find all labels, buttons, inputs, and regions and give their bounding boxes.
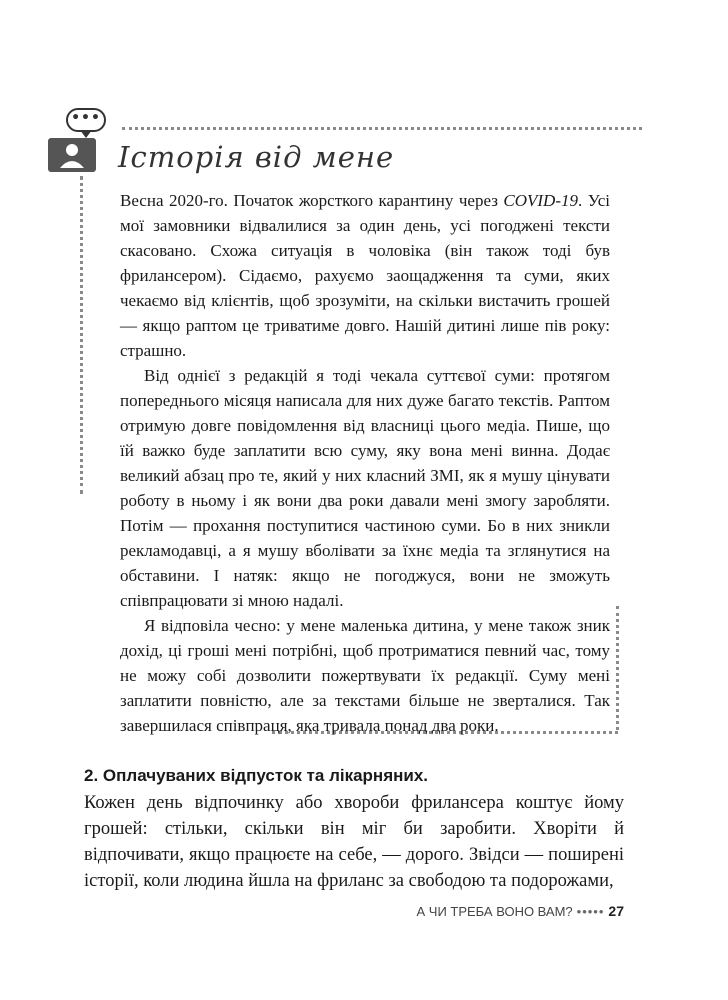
section-body: Кожен день відпочинку або хвороби фрилансера коштує йому грошей: стільки, скільки він міг би заробити. Хворіти й відпочивати, якщо працюєте на себе, — дорого. Звідси — поширені історії, коли людина йшла на фриланс за свободою та подорожами, [84, 793, 624, 891]
dotted-frame-left [80, 176, 83, 494]
story-paragraph-3: Я відповіла чесно: у мене маленька дитина, у мене також зник дохід, ці гроші мені потрібні, щоб протриматися певний час, тому не можу собі дозволити пожертвувати їх редакції. Суму мені заплатити повністю, але за текстами більше не зверталися. Так завершилася співпраця, яка тривала понад два роки. [120, 616, 610, 735]
story-paragraph-2: Від однієї з редакцій я тоді чекала суттєвої суми: протягом попереднього місяця написала для них дуже багато текстів. Раптом отримую довге повідомлення від власниці цього медіа. Пише, що їй важко буде заплатити всю суму, яку вона мені винна. Додає великий абзац про те, який у них класний ЗМІ, як я мушу цінувати роботу в ньому і як вони два роки давали мені змогу заробляти. Потім — прохання поступитися частиною суми. Бо в них зникли рекламодавці, а я мушу вболівати за їхнє медіа та зглянутися на обставини. І натяк: якщо не погоджуся, вони не зможуть співпрацювати зі мною надалі. [120, 366, 610, 610]
dotted-frame-top [122, 127, 642, 130]
page-number: 27 [608, 903, 624, 919]
dotted-frame-right [616, 606, 619, 730]
running-title: А ЧИ ТРЕБА ВОНО ВАМ? [416, 904, 573, 919]
footer-separator: ••••• [576, 904, 605, 919]
section-heading: 2. Оплачуваних відпусток та лікарняних. [84, 766, 429, 785]
page-footer [417, 903, 625, 919]
story-box [120, 188, 610, 738]
speech-bubble-icon: ••• [66, 108, 106, 132]
user-card-icon [46, 132, 100, 176]
story-paragraph-1: Весна 2020-го. Початок жорсткого карантину через COVID-19. Усі мої замовники відвалилися за один день, усі погоджені тексти скасовано. Схожа ситуація в чоловіка (він також тоді був фрилансером). Сідаємо, рахуємо заощадження та суми, яких чекаємо від клієнтів, щоб зрозуміти, на скільки вистачить грошей — якщо раптом це триватиме довго. Нашій дитині лише пів року: страшно. [120, 191, 610, 360]
story-title: Історія від мене [118, 140, 395, 174]
